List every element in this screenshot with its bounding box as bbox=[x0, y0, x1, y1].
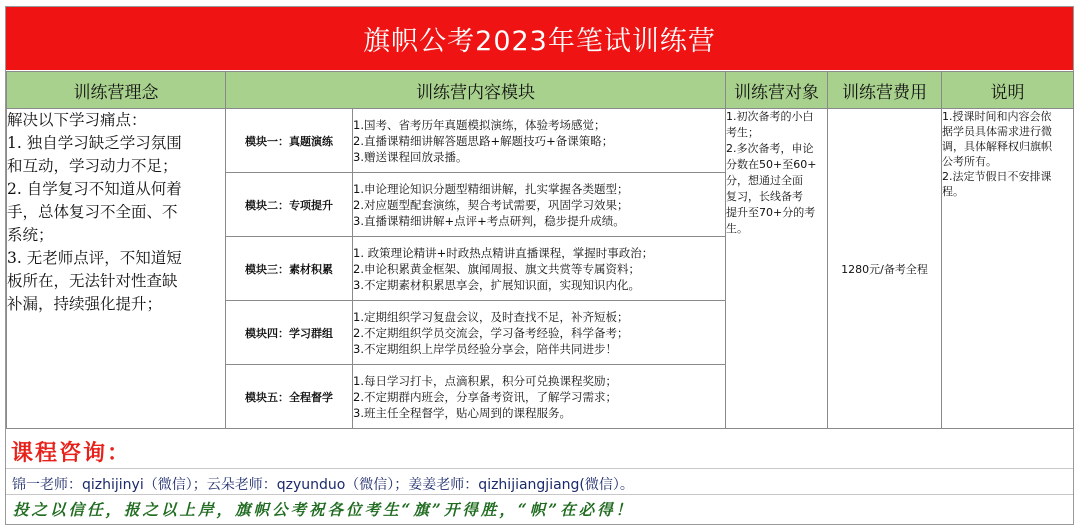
module-desc bbox=[353, 365, 726, 429]
header-concept: 训练营理念 bbox=[7, 72, 226, 109]
note-line: 据学员具体需求进行微 bbox=[942, 125, 1052, 138]
divider bbox=[6, 468, 1073, 469]
target-cell bbox=[726, 109, 828, 429]
target-line: 分，想通过全面 bbox=[726, 174, 803, 187]
module-name: 模块五：全程督学 bbox=[226, 365, 353, 429]
module-desc bbox=[353, 109, 726, 173]
pain-points-cell bbox=[7, 109, 226, 429]
module-desc bbox=[353, 301, 726, 365]
module-line: 2.不定期群内班会，分享备考资讯，了解学习需求； bbox=[353, 389, 617, 404]
pain-line: 2. 自学复习不知道从何着 bbox=[7, 180, 182, 198]
note-line: 公考所有。 bbox=[942, 155, 997, 168]
module-line: 3.赠送课程回放录播。 bbox=[353, 149, 468, 164]
target-line: 提升至70+分的考 bbox=[726, 206, 816, 219]
module-line: 3.不定期素材积累思享会，扩展知识面，实现知识内化。 bbox=[353, 277, 640, 292]
module-line: 1.国考、省考历年真题模拟演练，体验考场感觉； bbox=[353, 117, 606, 132]
pain-line: 1. 独自学习缺乏学习氛围 bbox=[7, 134, 182, 152]
module-line: 2.直播课精细讲解答题思路+解题技巧+备课策略； bbox=[353, 133, 614, 148]
module-name: 模块三：素材积累 bbox=[226, 237, 353, 301]
pain-line: 补漏，持续强化提升； bbox=[7, 295, 163, 313]
module-line: 2.对应题型配套演练，契合考试需要，巩固学习效果； bbox=[353, 197, 629, 212]
pain-line: 3. 无老师点评，不知道短 bbox=[7, 249, 182, 267]
target-line: 1.初次备考的小白 bbox=[726, 110, 814, 123]
note-line: 2.法定节假日不安排课 bbox=[942, 170, 1052, 183]
module-line: 2.申论积累黄金框架、旗闻周报、旗文共赏等专属资料； bbox=[353, 261, 640, 276]
pain-line: 系统； bbox=[7, 226, 54, 244]
target-line: 2.多次备考，申论 bbox=[726, 142, 814, 155]
module-line: 1.申论理论知识分题型精细讲解，扎实掌握各类题型； bbox=[353, 181, 629, 196]
header-row bbox=[7, 72, 1074, 109]
module-row bbox=[7, 109, 1074, 173]
module-name: 模块一：真题演练 bbox=[226, 109, 353, 173]
target-line: 生。 bbox=[726, 222, 748, 235]
training-table bbox=[6, 71, 1074, 429]
module-line: 3.班主任全程督学，贴心周到的课程服务。 bbox=[353, 405, 571, 420]
fee-cell: 1280元/备考全程 bbox=[828, 109, 942, 429]
header-content: 训练营内容模块 bbox=[226, 72, 726, 109]
header-target: 训练营对象 bbox=[726, 72, 828, 109]
module-line: 1.每日学习打卡，点滴积累，积分可兑换课程奖励； bbox=[353, 373, 617, 388]
note-line: 程。 bbox=[942, 185, 964, 198]
module-name: 模块二：专项提升 bbox=[226, 173, 353, 237]
module-line: 2.不定期组织学员交流会，学习备考经验，科学备考； bbox=[353, 325, 629, 340]
module-line: 3.不定期组织上岸学员经验分享会，陪伴共同进步！ bbox=[353, 341, 617, 356]
pain-line: 解决以下学习痛点： bbox=[7, 111, 147, 129]
note-line: 调，具体解释权归旗帜 bbox=[942, 140, 1052, 153]
consult-title: 课程咨询： bbox=[11, 440, 132, 466]
note-line: 1.授课时间和内容会依 bbox=[942, 110, 1052, 123]
module-line: 1.定期组织学习复盘会议，及时查找不足，补齐短板； bbox=[353, 309, 629, 324]
slogan: 投之以信任，报之以上岸，旗帜公考祝各位考生“旗”开得胜，“帜”在必得！ bbox=[13, 500, 635, 519]
target-line: 复习，长线备考 bbox=[726, 190, 803, 203]
header-fee: 训练营费用 bbox=[828, 72, 942, 109]
pain-line: 手，总体复习不全面、不 bbox=[7, 203, 178, 221]
module-name: 模块四：学习群组 bbox=[226, 301, 353, 365]
header-note: 说明 bbox=[942, 72, 1074, 109]
target-line: 分数在50+至60+ bbox=[726, 158, 817, 171]
target-line: 考生； bbox=[726, 126, 759, 139]
module-line: 1. 政策理论精讲+时政热点精讲直播课程，掌握时事政治； bbox=[353, 245, 654, 260]
pain-line: 板所在，无法针对性查缺 bbox=[7, 272, 178, 290]
pain-line: 和互动，学习动力不足； bbox=[7, 157, 178, 175]
teacher-contacts: 锦一老师：qizhijinyi（微信）；云朵老师：qzyunduo（微信）；姜姜老师：qizhijiangjiang(微信）。 bbox=[12, 477, 634, 493]
page-title: 旗帜公考2023年笔试训练营 bbox=[6, 7, 1073, 70]
module-line: 3.直播课精细讲解+点评+考点研判，稳步提升成绩。 bbox=[353, 213, 625, 228]
module-desc bbox=[353, 237, 726, 301]
module-desc bbox=[353, 173, 726, 237]
divider bbox=[6, 494, 1073, 495]
note-cell bbox=[942, 109, 1074, 429]
